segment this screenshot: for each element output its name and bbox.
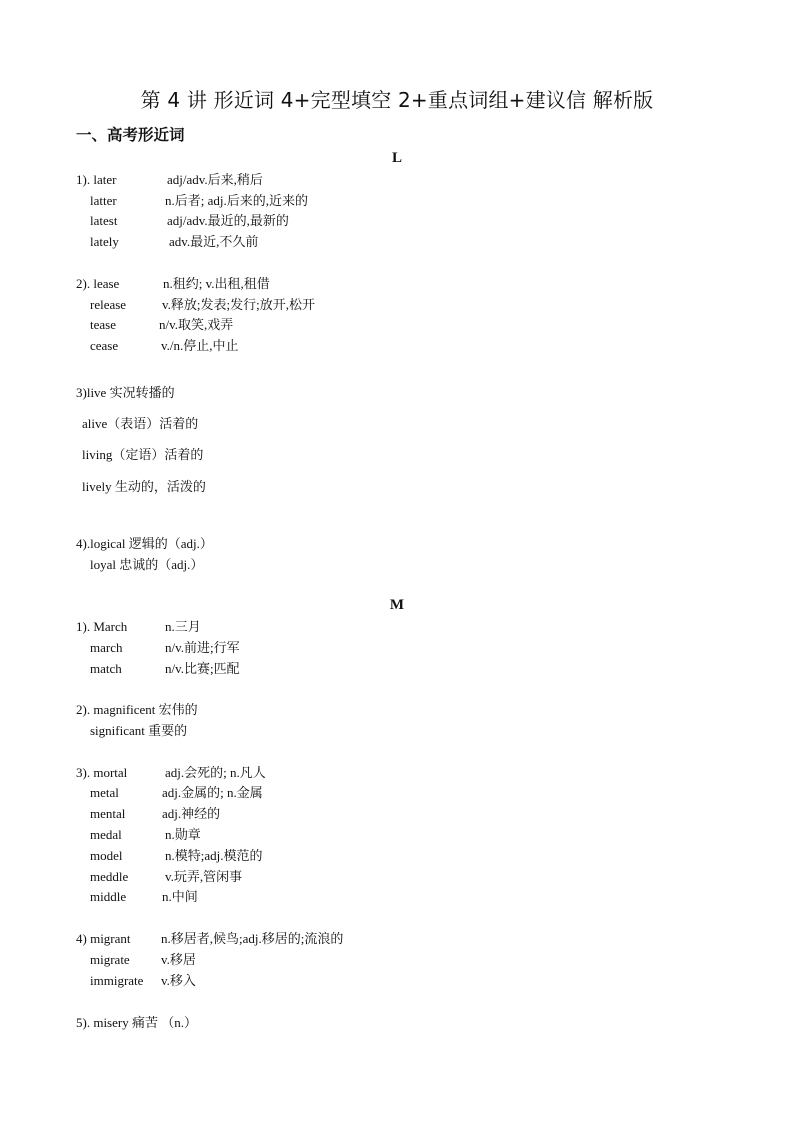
word-entry: 4) migrant n.移居者,候鸟;adj.移居的;流浪的 — [76, 931, 344, 946]
section-heading: 一、高考形近词 — [76, 126, 185, 144]
word-entry: immigrate v.移入 — [90, 973, 196, 988]
word-entry: metal adj.金属的; n.金属 — [90, 785, 263, 800]
word-entry: meddle v.玩弄,管闲事 — [90, 869, 243, 884]
word-entry: alive（表语）活着的 — [82, 416, 199, 431]
word-entry: middle n.中间 — [90, 889, 198, 904]
word-entry: release v.释放;发表;发行;放开,松开 — [90, 297, 315, 312]
word-entry: model n.模特;adj.模范的 — [90, 848, 263, 863]
word-entry: latter n.后者; adj.后来的,近来的 — [90, 193, 308, 208]
word-entry: living（定语）活着的 — [82, 447, 204, 462]
word-entry: 3). mortal adj.会死的; n.凡人 — [76, 765, 266, 780]
word-entry: 1). later adj/adv.后来,稍后 — [76, 172, 263, 187]
word-entry: match n/v.比赛;匹配 — [90, 661, 240, 676]
word-entry: migrate v.移居 — [90, 952, 196, 967]
word-entry: mental adj.神经的 — [90, 806, 221, 821]
word-entry: latest adj/adv.最近的,最新的 — [90, 213, 289, 228]
word-entry: lively 生动的，活泼的 — [82, 479, 206, 494]
word-entry: medal n.勋章 — [90, 827, 201, 842]
word-entry: tease n/v.取笑,戏弄 — [90, 317, 234, 332]
page-title: 第 4 讲 形近词 4+完型填空 2+重点词组+建议信 解析版 — [140, 88, 654, 112]
letter-heading-l: L — [391, 150, 402, 166]
word-entry: 5). misery 痛苦 （n.） — [76, 1015, 197, 1030]
word-entry: significant 重要的 — [90, 723, 188, 738]
word-entry: 1). March n.三月 — [76, 619, 201, 634]
word-entry: 2). magnificent 宏伟的 — [76, 702, 198, 717]
word-entry: lately adv.最近,不久前 — [90, 234, 259, 249]
letter-heading-m: M — [389, 597, 405, 613]
word-entry: march n/v.前进;行军 — [90, 640, 240, 655]
word-entry: loyal 忠诚的（adj.） — [90, 557, 204, 572]
word-entry: 3)live 实况转播的 — [76, 385, 175, 400]
word-entry: cease v./n.停止,中止 — [90, 338, 239, 353]
word-entry: 2). lease n.租约; v.出租,租借 — [76, 276, 270, 291]
word-entry: 4).logical 逻辑的（adj.） — [76, 536, 213, 551]
